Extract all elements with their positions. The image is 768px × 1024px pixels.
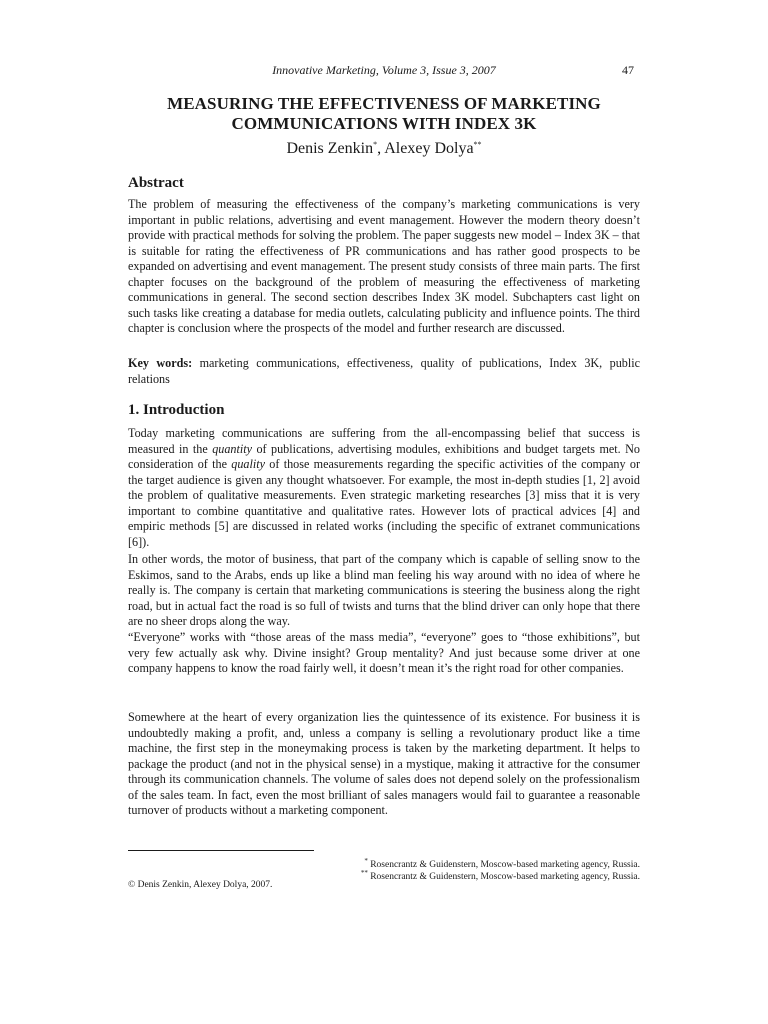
- intro-paragraph-2: In other words, the motor of business, that part of the company which is capable of selling snow to the Eskimos, sand to the Arabs, ends up like a blind man feeling his way around with no idea of where he really is. The company is certain that marketing communications is steering the business along the right road, but in actual fact the road is so full of twists and turns that the blind driver can only hope that there are no sheer drops along the way.: [128, 552, 640, 628]
- intro-paragraph-4: Somewhere at the heart of every organization lies the quintessence of its existence. For business it is undoubtedly making a profit, and, unless a company is selling a revolutionary product like a time machine, the first step in the moneymaking process is taken by the marketing department. It helps to package the product (and not in the physical sense) in a mystique, making it attractive for the consumer through its communication channels. The volume of sales does not depend solely on the professionalism of the sales team. In fact, even the most brilliant of sales managers would fail to guarantee a reasonable turnover of products without a marketing component.: [128, 710, 640, 817]
- intro-paragraph-1: [128, 426, 640, 550]
- intro-paragraph-3: “Everyone” works with “those areas of the mass media”, “everyone” goes to “those exhibitions”, but very few actually ask why. Divine insight? Group mentality? And just because some driver at one company happens to know the road fairly well, it doesn’t mean it’s the right road for other companies.: [128, 630, 640, 675]
- abstract-text: The problem of measuring the effectiveness of the company’s marketing communications is very important in public relations, advertising and event management. However the modern theory doesn’t provide with practical methods for solving the problem. The paper suggests new model – Index 3K – that is suitable for rating the effectiveness of PR communications and has rather good prospects to be expanded on advertising and event management. The present study consists of three main parts. The first chapter focuses on the background of the problem of measuring the effectiveness of marketing communications in general. The second section describes Index 3K model. Subchapters cast light on such tasks like creating a database for media outlets, calculating publicity and influence points. The third chapter is conclusion where the prospects of the model and further research are discussed.: [128, 197, 640, 335]
- page-number: 47: [622, 63, 634, 77]
- emphasis-quality: quality: [231, 457, 265, 471]
- paper-title: [100, 94, 668, 134]
- footnote-mark: *: [364, 857, 368, 865]
- copyright-notice: © Denis Zenkin, Alexey Dolya, 2007.: [128, 880, 273, 890]
- author-name: Denis Zenkin: [286, 140, 374, 157]
- paragraph-text: of publications, advertising modules, exhibitions and budget targets met. No consideration of the: [128, 441, 640, 471]
- running-head: [128, 63, 640, 78]
- footnote-text: Rosencrantz & Guidenstern, Moscow-based marketing agency, Russia.: [367, 860, 640, 870]
- footnote-2: [330, 867, 640, 883]
- keywords-text: marketing communications, effectiveness, quality of publications, Index 3K, public relations: [128, 356, 640, 386]
- keywords-label: Key words:: [128, 356, 193, 370]
- paragraph-text: Today marketing communications are suffering from the all-encompassing belief that success is measured in the: [128, 426, 640, 456]
- footnote-mark: **: [360, 869, 368, 877]
- footnote-mark: **: [473, 140, 482, 149]
- footnote-mark: *: [373, 140, 378, 149]
- keywords: [128, 356, 640, 387]
- author-name: Alexey Dolya: [384, 140, 474, 157]
- journal-citation: Innovative Marketing, Volume 3, Issue 3, 2007: [272, 63, 496, 77]
- author-separator: ,: [377, 140, 385, 157]
- author-list: [128, 140, 640, 158]
- section-heading: 1. Introduction: [128, 402, 225, 418]
- paragraph-text: of those measurements regarding the specific activities of the company or the target audience is given any thought whatsoever. For example, the most in-depth studies [1, 2] avoid the problem of qualitative measurements. Even strategic marketing researches [3] miss that it is very important to combine quantitative and qualitative rates. However lots of practical advices [4] and empiric methods [5] are discussed in related works (including the specific of extranet communications [6]).: [128, 457, 640, 549]
- abstract-heading: Abstract: [128, 175, 184, 191]
- footnote-rule: [128, 850, 314, 851]
- title-line-1: MEASURING THE EFFECTIVENESS OF MARKETING: [167, 94, 601, 113]
- footnote-text: Rosencrantz & Guidenstern, Moscow-based marketing agency, Russia.: [367, 872, 640, 882]
- emphasis-quantity: quantity: [212, 441, 252, 456]
- title-line-2: COMMUNICATIONS WITH INDEX 3K: [231, 114, 537, 133]
